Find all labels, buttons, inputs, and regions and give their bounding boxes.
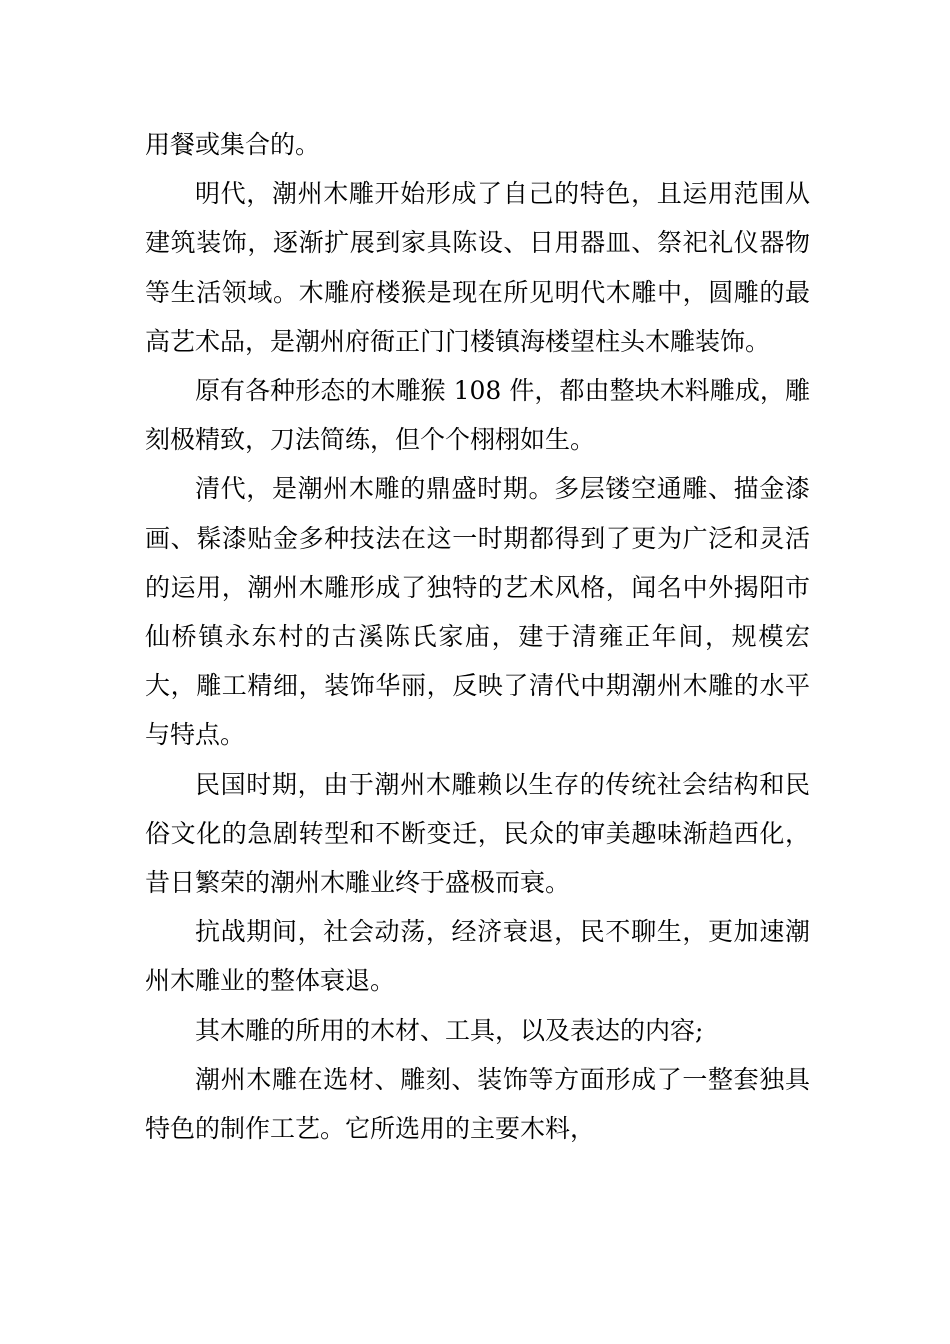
paragraph-materials-intro: 其木雕的所用的木材、工具，以及表达的内容; — [195, 1015, 704, 1045]
document-body — [145, 120, 810, 1153]
paragraph-wooden-monkeys: 原有各种形态的木雕猴 108 件，都由整块木料雕成，雕刻极精致，刀法简练，但个个栩栩如生。 — [145, 376, 810, 455]
paragraph-qing-dynasty: 清代，是潮州木雕的鼎盛时期。多层镂空通雕、描金漆画、髹漆贴金多种技法在这一时期都得到了更为广泛和灵活的运用，潮州木雕形成了独特的艺术风格，闻名中外揭阳市仙桥镇永东村的古溪陈氏家庙，建于清雍正年间，规模宏大，雕工精细，装饰华丽，反映了清代中期潮州木雕的水平与特点。 — [145, 474, 810, 750]
paragraph-continuation: 用餐或集合的。 — [145, 130, 321, 159]
paragraph-craft-process: 潮州木雕在选材、雕刻、装饰等方面形成了一整套独具特色的制作工艺。它所选用的主要木料， — [145, 1064, 810, 1144]
paragraph-republic-period: 民国时期，由于潮州木雕赖以生存的传统社会结构和民俗文化的急剧转型和不断变迁，民众的审美趣味渐趋西化，昔日繁荣的潮州木雕业终于盛极而衰。 — [145, 769, 810, 898]
paragraph-war-period: 抗战期间，社会动荡，经济衰退，民不聊生，更加速潮州木雕业的整体衰退。 — [145, 917, 810, 996]
paragraph-ming-dynasty: 明代，潮州木雕开始形成了自己的特色，且运用范围从建筑装饰，逐渐扩展到家具陈设、日用器皿、祭祀礼仪器物等生活领域。木雕府楼猴是现在所见明代木雕中，圆雕的最高艺术品，是潮州府衙正门门楼镇海楼望柱头木雕装饰。 — [145, 179, 810, 356]
